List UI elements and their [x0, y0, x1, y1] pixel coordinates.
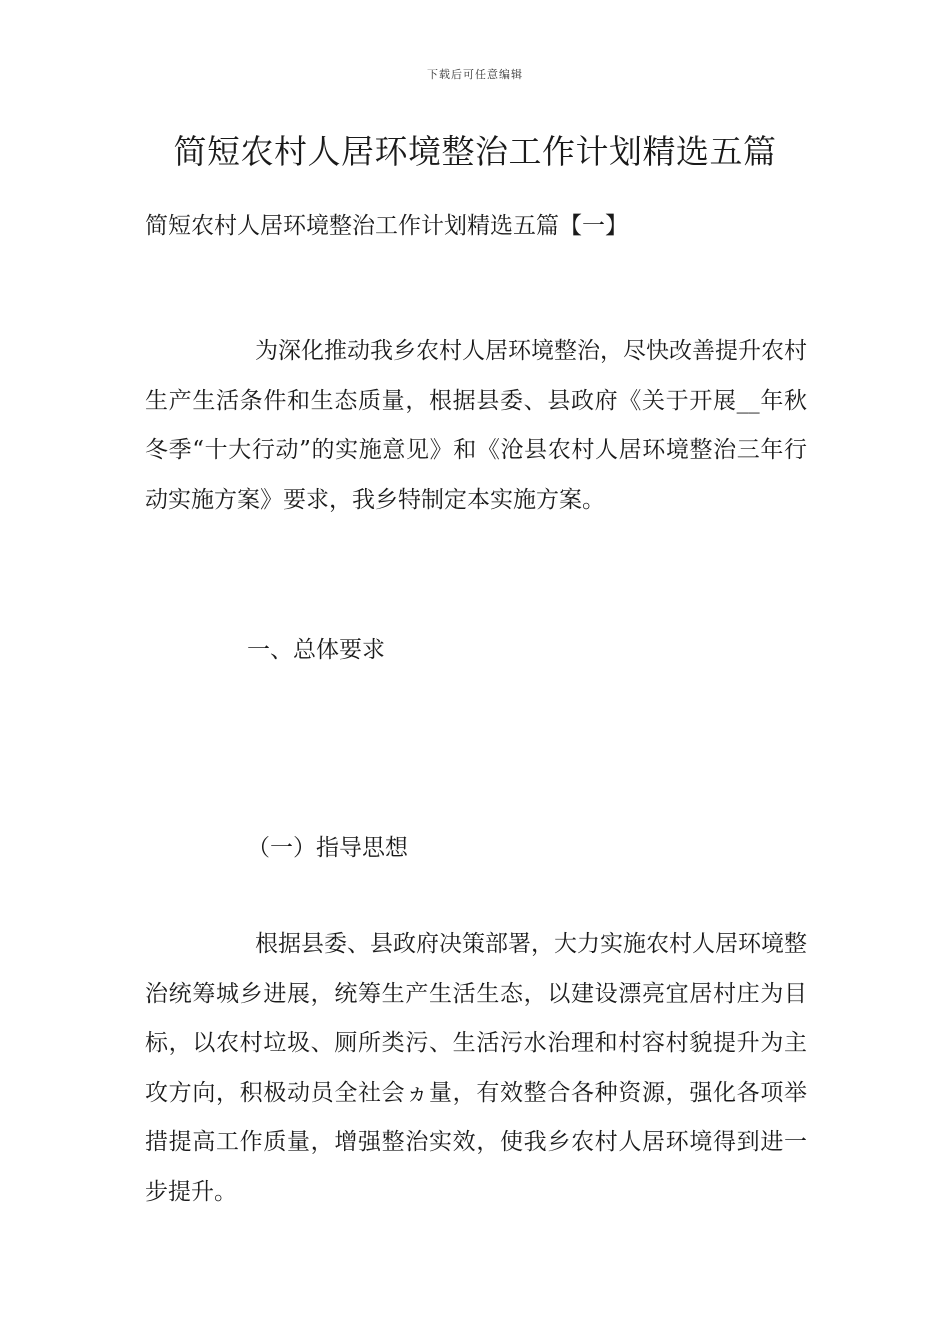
- document-subtitle: 简短农村人居环境整治工作计划精选五篇【一】: [145, 213, 628, 239]
- section-heading-general-requirements: 一、总体要求: [247, 637, 385, 663]
- header-note: 下载后可任意编辑: [427, 68, 523, 81]
- document-title: 简短农村人居环境整治工作计划精选五篇: [173, 132, 777, 171]
- section-heading-guiding-ideology: （一）指导思想: [247, 835, 408, 861]
- paragraph-intro: 为深化推动我乡农村人居环境整治，尽快改善提升农村生产生活条件和生态质量，根据县委、县政府《关于开展__年秋冬季“十大行动”的实施意见》和《沧县农村人居环境整治三年行动实施方案》要求，我乡特制定本实施方案。: [145, 338, 807, 513]
- paragraph-guiding-ideology: 根据县委、县政府决策部署，大力实施农村人居环境整治统筹城乡进展，统筹生产生活生态，以建设漂亮宜居村庄为目标，以农村垃圾、厕所类污、生活污水治理和村容村貌提升为主攻方向，积极动员全社会ヵ量，有效整合各种资源，强化各项举措提高工作质量，增强整治实效，使我乡农村人居环境得到进一步提升。: [145, 931, 807, 1205]
